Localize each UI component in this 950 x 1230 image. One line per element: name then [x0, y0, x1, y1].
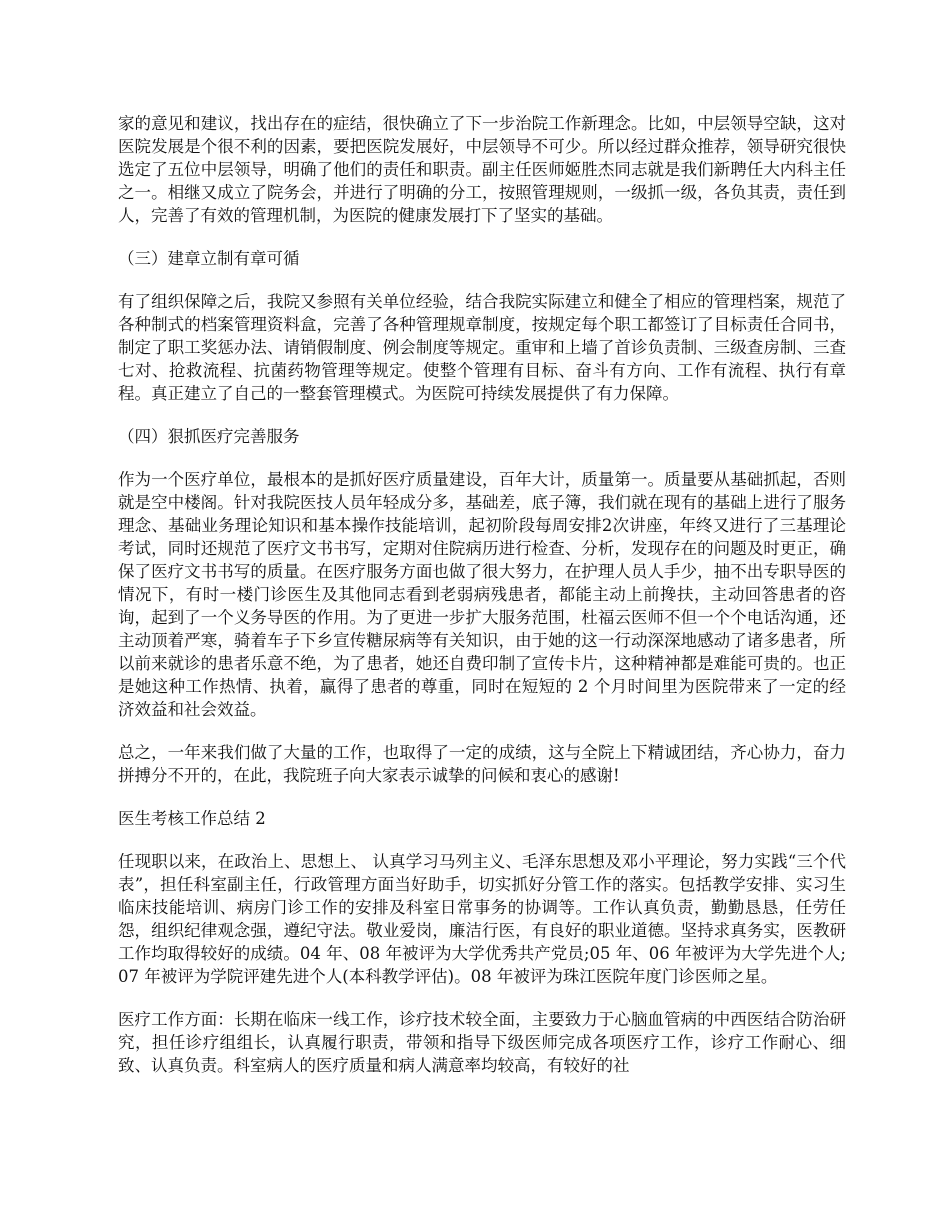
section-heading-medical-service: （四）狠抓医疗完善服务 [118, 427, 300, 446]
paragraph-medical-quality: 作为一个医疗单位，最根本的是抓好医疗质量建设，百年大计，质量第一。质量要从基础抓起，否则就是空中楼阁。针对我院医技人员年轻成分多，基础差，底子簿，我们就在现有的基础上进行了服务理念、基础业务理论知识和基本操作技能培训，起初阶段每周安排2次讲座，年终又进行了三基理论考试，同时还规范了医疗文书书写，定期对住院病历进行检查、分析，发现存在的问题及时更正，确保了医疗文书书写的质量。在医疗服务方面也做了很大努力，在护理人员人手少，抽不出专职导医的情况下，有时一楼门诊医生及其他同志看到老弱病残患者，都能主动上前搀扶，主动回答患者的咨询，起到了一个义务导医的作用。为了更进一步扩大服务范围，杜福云医师不但一个个电话沟通，还主动顶着严寒，骑着车子下乡宣传糖尿病等有关知识，由于她的这一行动深深地感动了诸多患者，所以前来就诊的患者乐意不绝，为了患者，她还自费印制了宣传卡片，这种精神都是难能可贵的。也正是她这种工作热情、执着，赢得了患者的尊重，同时在短短的 2 个月时间里为医院带来了一定的经济效益和社会效益。 [118, 470, 846, 719]
paragraph-management: 有了组织保障之后，我院又参照有关单位经验，结合我院实际建立和健全了相应的管理档案，规范了各种制式的档案管理资料盒，完善了各种管理规章制度，按规定每个职工都签订了目标责任合同书，制定了职工奖惩办法、请销假制度、例会制度等规定。重审和上墙了首诊负责制、三级查房制、三查七对、抢救流程、抗菌药物管理等规定。使整个管理有目标、奋斗有方向、工作有流程、执行有章程。真正建立了自己的一整套管理模式。为医院可持续发展提供了有力保障。 [118, 292, 846, 403]
section-heading-rules: （三）建章立制有章可循 [118, 249, 300, 268]
paragraph-political-work: 任现职以来，在政治上、思想上、 认真学习马列主义、毛泽东思想及邓小平理论，努力实践“三个代表”，担任科室副主任，行政管理方面当好助手，切实抓好分管工作的落实。包括教学安排、实习生临床技能培训、病房门诊工作的安排及科室日常事务的协调等。工作认真负责，勤勤恳恳，任劳任怨，组织纪律观念强，遵纪守法。敬业爱岗，廉洁行医，有良好的职业道德。坚持求真务实，医教研工作均取得较好的成绩。04 年、08 年被评为大学优秀共产党员;05 年、06 年被评为大学先进个人;07 年被评为学院评建先进个人(本科教学评估)。08 年被评为珠江医院年度门诊医师之星。 [118, 852, 846, 986]
paragraph-clinical-work: 医疗工作方面：长期在临床一线工作，诊疗技术较全面，主要致力于心脑血管病的中西医结合防治研究，担任诊疗组组长，认真履行职责，带领和指导下级医师完成各项医疗工作，诊疗工作耐心、细致、认真负责。科室病人的医疗质量和病人满意率均较高，有较好的社 [118, 1010, 846, 1075]
paragraph-leadership: 家的意见和建议，找出存在的症结，很快确立了下一步治院工作新理念。比如，中层领导空缺，这对医院发展是个很不利的因素，要把医院发展好，中层领导不可少。所以经过群众推荐，领导研究很快选定了五位中层领导，明确了他们的责任和职责。副主任医师姬胜杰同志就是我们新聘任大内科主任之一。相继又成立了院务会，并进行了明确的分工，按照管理规则，一级抓一级，各负其责，责任到人，完善了有效的管理机制，为医院的健康发展打下了坚实的基础。 [118, 114, 846, 225]
section-heading-summary-2: 医生考核工作总结 2 [118, 809, 266, 828]
paragraph-summary: 总之，一年来我们做了大量的工作，也取得了一定的成绩，这与全院上下精诚团结，齐心协力，奋力拼搏分不开的，在此，我院班子向大家表示诚挚的问候和衷心的感谢! [118, 743, 846, 785]
document-body [118, 112, 846, 1097]
